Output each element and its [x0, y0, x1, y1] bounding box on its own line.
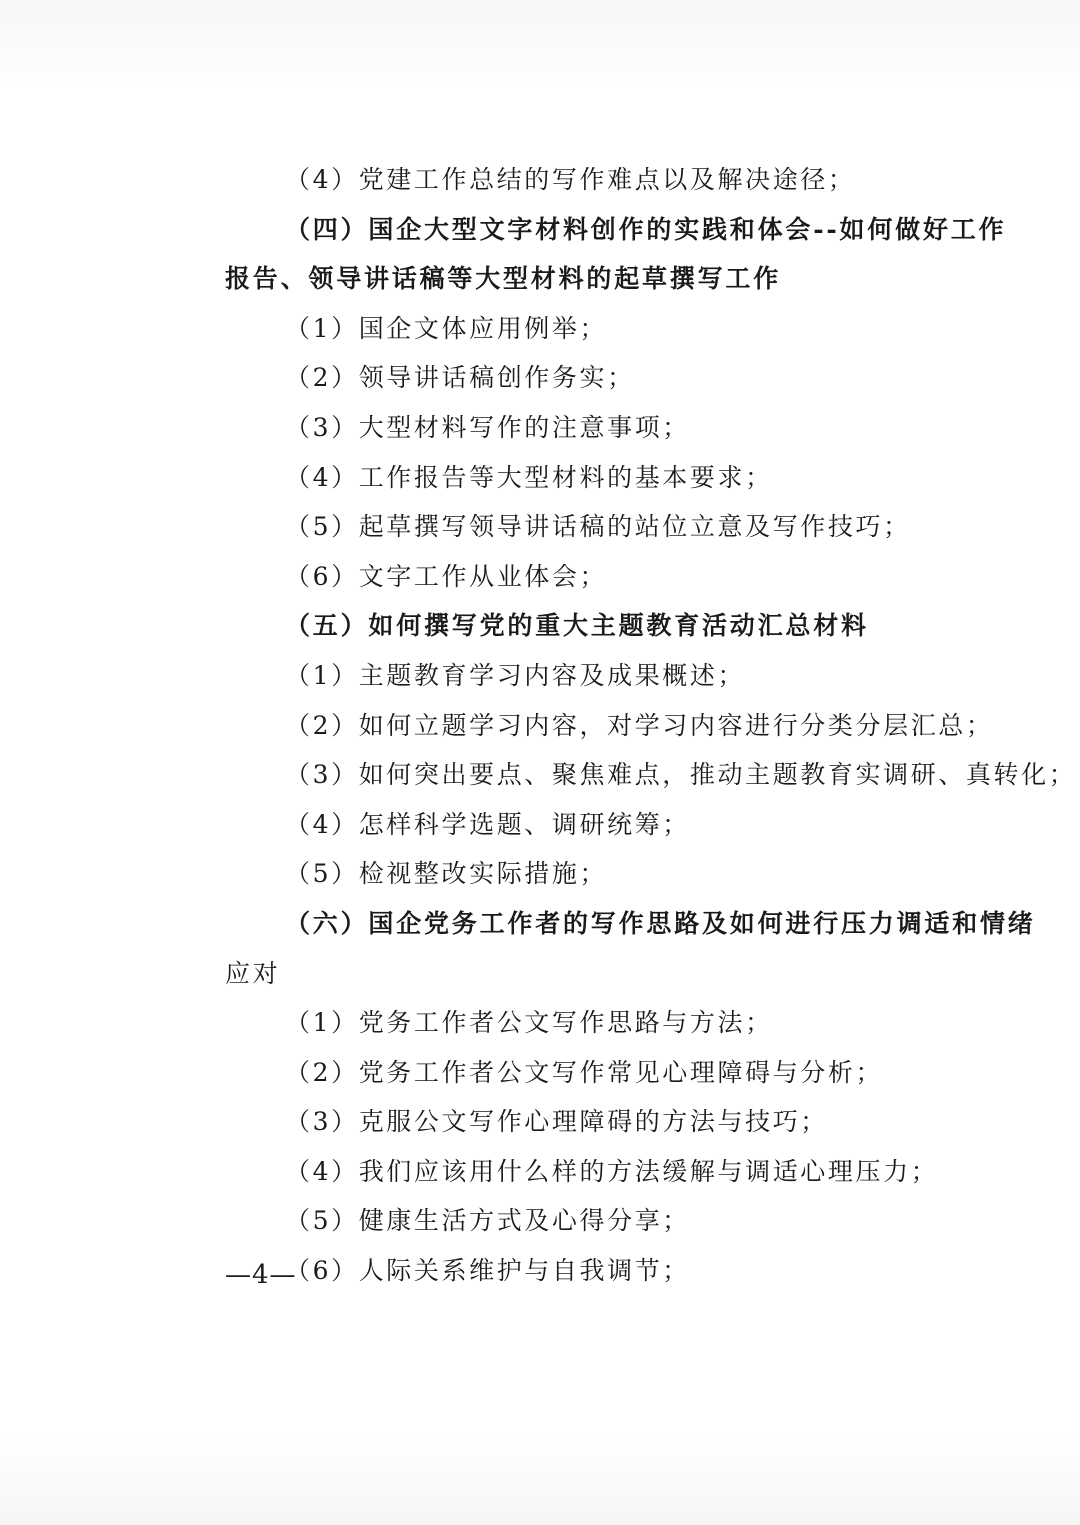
list-item: （5）起草撰写领导讲话稿的站位立意及写作技巧； [285, 512, 911, 542]
list-item: （4）工作报告等大型材料的基本要求； [285, 462, 773, 492]
list-item: （1）主题教育学习内容及成果概述； [285, 660, 746, 690]
list-item: （3）如何突出要点、聚焦难点，推动主题教育实调研、真转化； [285, 760, 1077, 790]
list-item: （3）克服公文写作心理障碍的方法与技巧； [285, 1107, 828, 1137]
list-item: （1）党务工作者公文写作思路与方法； [285, 1008, 773, 1038]
list-item: （5）检视整改实际措施； [285, 859, 608, 889]
list-item: （1）国企文体应用例举； [285, 313, 608, 343]
section-heading-6-continued: 应对 [225, 958, 281, 988]
list-item: （6）人际关系维护与自我调节； [285, 1256, 690, 1286]
list-item: （4）怎样科学选题、调研统筹； [285, 809, 690, 839]
list-item: （2）领导讲话稿创作务实； [285, 363, 635, 393]
list-item: （5）健康生活方式及心得分享； [285, 1206, 690, 1236]
list-item: （2）党务工作者公文写作常见心理障碍与分析； [285, 1057, 884, 1087]
page-number: —4— [225, 1260, 297, 1290]
document-body [225, 155, 1077, 1296]
section-heading-4-continued: 报告、领导讲话稿等大型材料的起草撰写工作 [225, 264, 782, 294]
list-item: （6）文字工作从业体会； [285, 561, 608, 591]
list-item: （4）党建工作总结的写作难点以及解决途径； [285, 165, 856, 194]
section-heading-6: （六）国企党务工作者的写作思路及如何进行压力调适和情绪 [285, 908, 1036, 938]
list-item: （4）我们应该用什么样的方法缓解与调适心理压力； [285, 1156, 939, 1186]
section-heading-5: （五）如何撰写党的重大主题教育活动汇总材料 [285, 611, 869, 641]
list-item: （2）如何立题学习内容，对学习内容进行分类分层汇总； [285, 710, 994, 740]
section-heading-4: （四）国企大型文字材料创作的实践和体会--如何做好工作 [285, 214, 1007, 244]
list-item: （3）大型材料写作的注意事项； [285, 412, 690, 442]
